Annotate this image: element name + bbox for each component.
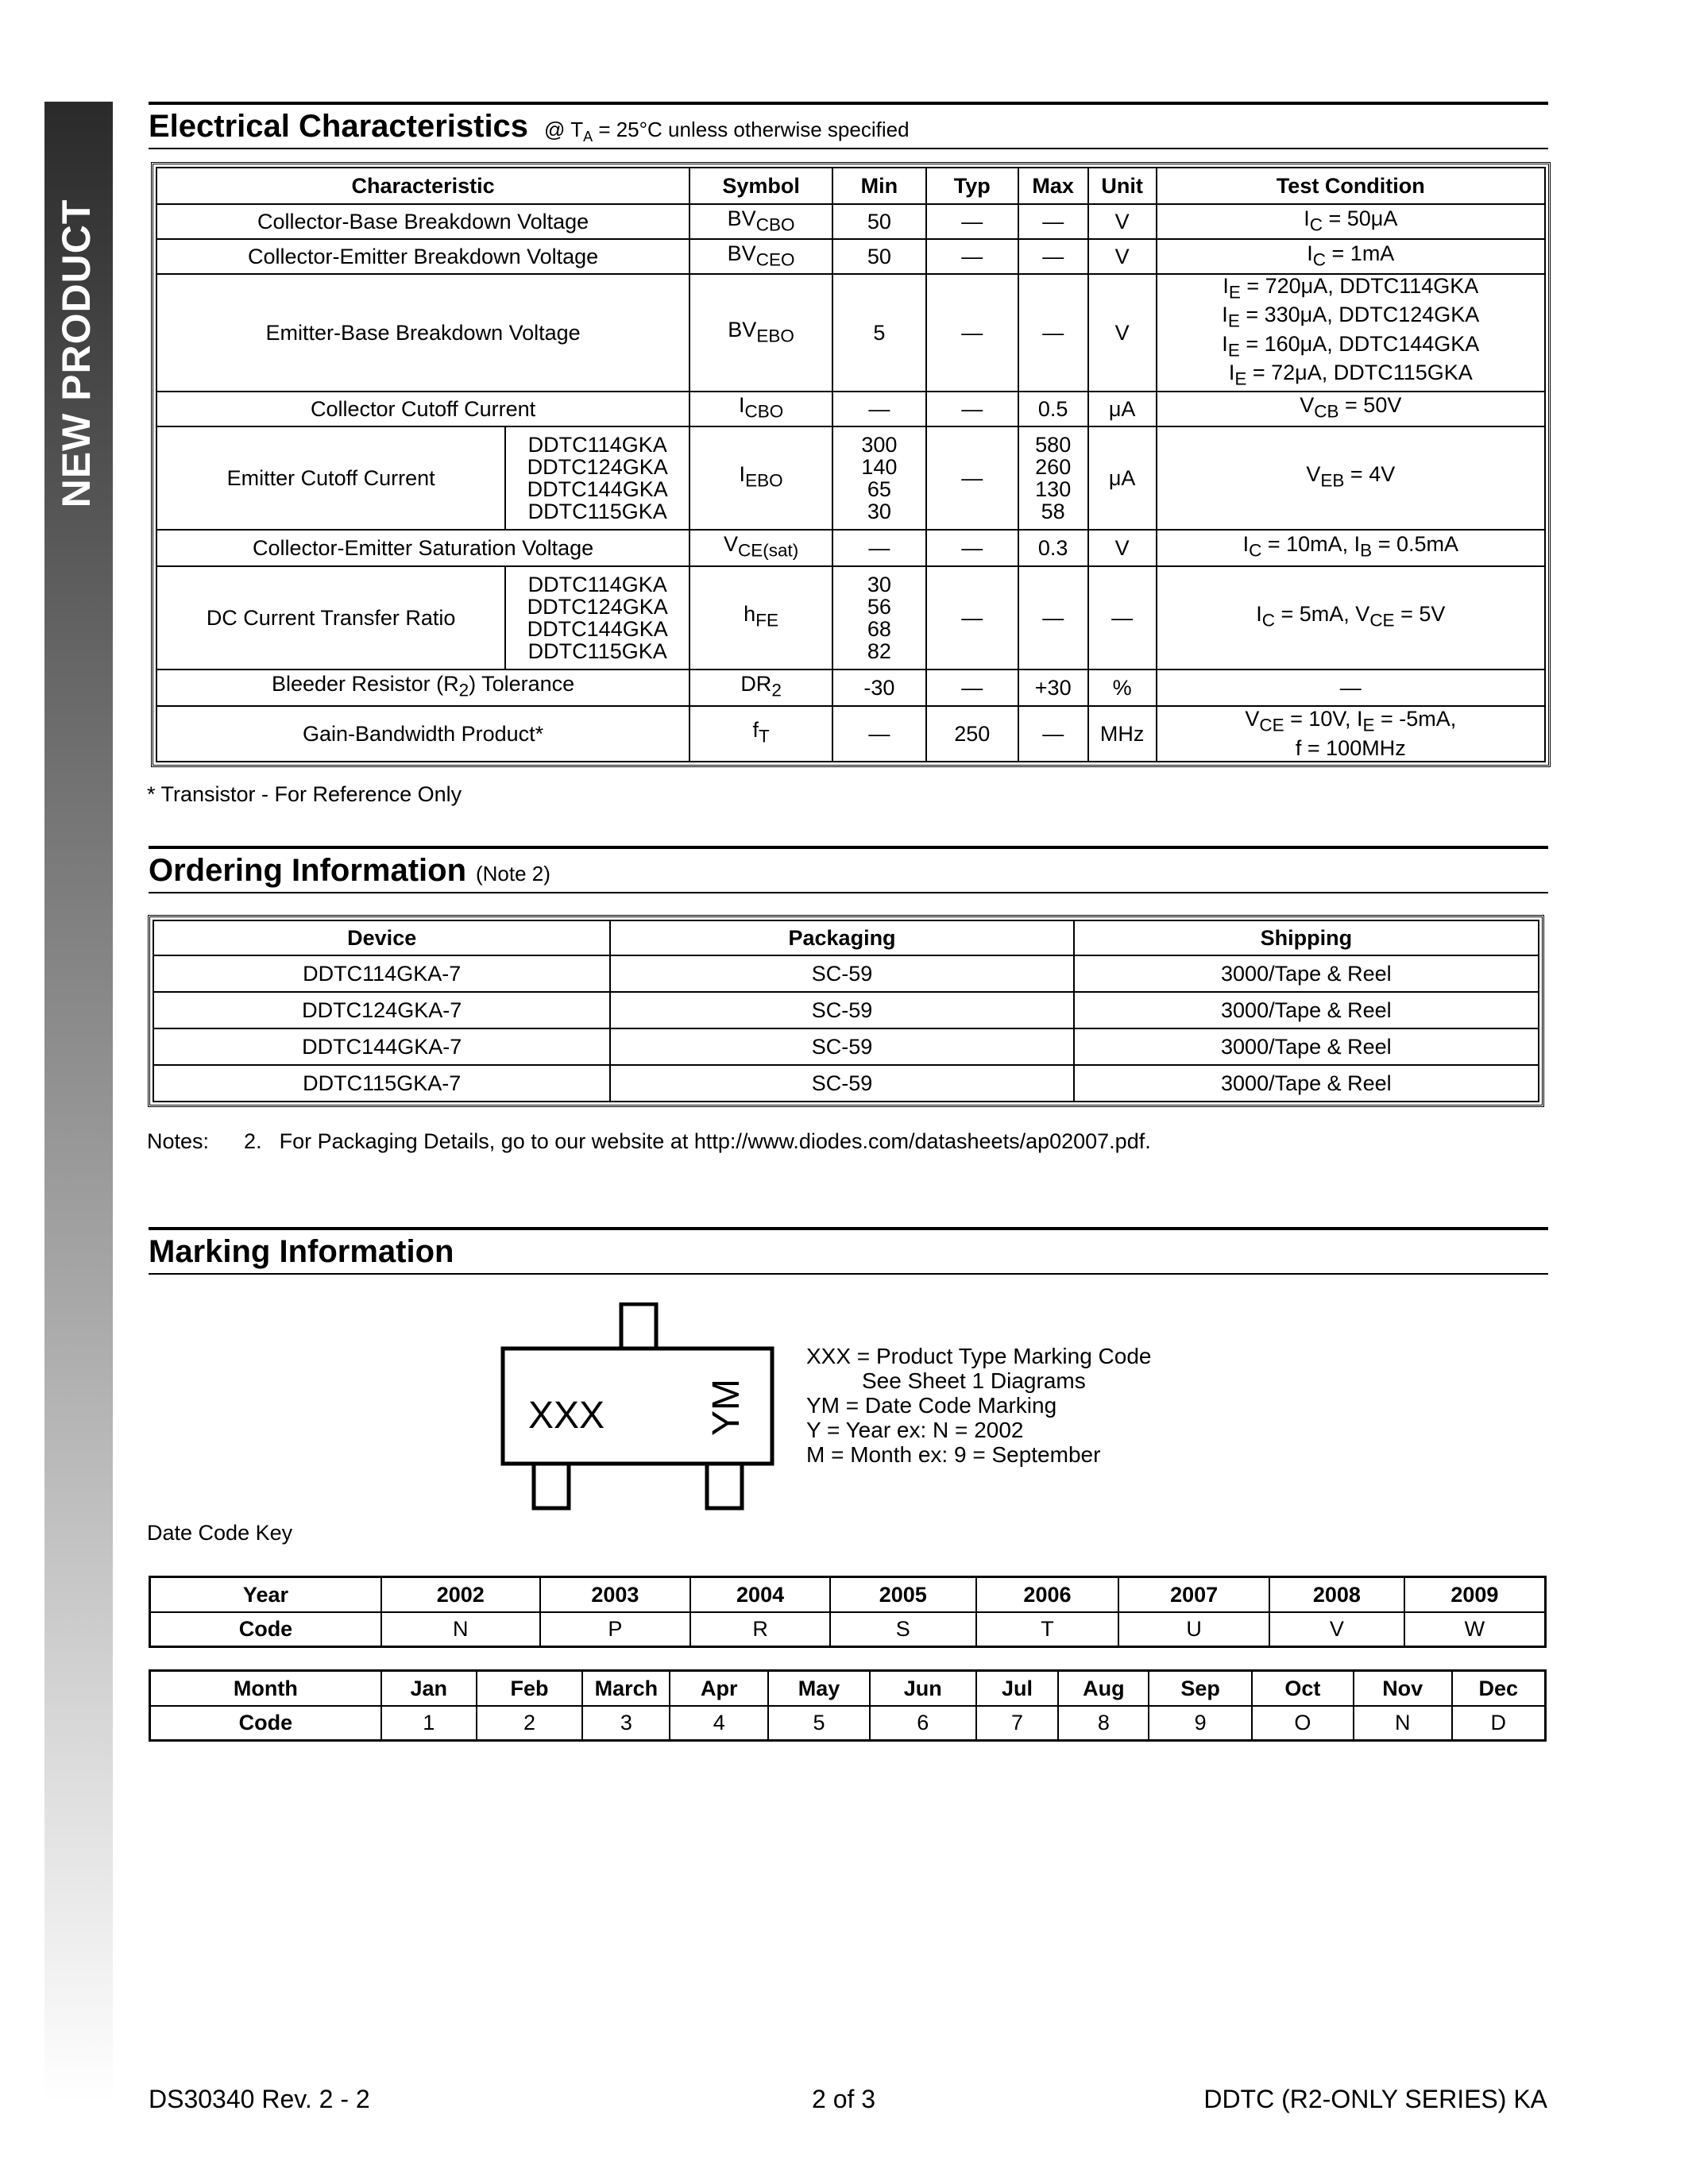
table-row: DDTC124GKA-7 SC-59 3000/Tape & Reel <box>153 992 1539 1028</box>
section-title: Marking Information <box>149 1234 454 1269</box>
table-row: Emitter Cutoff Current DDTC114GKA DDTC124GKA DDTC144GKA DDTC115GKA $I_{EBO}$ 300 140 65 30 — 580 260 130 58 μA $V_{EB} = 4V$ <box>156 426 1545 530</box>
date-code-key-label: Date Code Key <box>147 1521 293 1545</box>
col-test-condition: Test Condition <box>1157 168 1545 204</box>
month-code-table: Month Jan Feb March Apr May Jun Jul Aug Sep Oct Nov Dec Code 1 2 3 4 5 6 7 8 9 O N D <box>149 1669 1547 1742</box>
table-row: Collector Cutoff Current $I_{CBO}$ — — 0.5 μA $V_{CB} = 50V$ <box>156 392 1545 426</box>
electrical-table <box>156 167 1546 762</box>
table-row: DDTC144GKA-7 SC-59 3000/Tape & Reel <box>153 1028 1539 1065</box>
marking-header <box>149 1227 1548 1275</box>
new-product-label: NEW PRODUCT <box>54 199 98 508</box>
col-characteristic: Characteristic <box>156 168 689 204</box>
table-row: Collector-Base Breakdown Voltage $BV_{CBO}$ 50 — — V $I_C = 50\mu A$ <box>156 204 1545 239</box>
footer-doc-number: DS30340 Rev. 2 - 2 <box>149 2085 370 2113</box>
ordering-table <box>153 920 1539 1102</box>
package-code-text: XXX <box>528 1395 605 1437</box>
col-typ: Typ <box>926 168 1018 204</box>
section-title: Electrical Characteristics <box>149 109 529 144</box>
header-row <box>156 168 1545 204</box>
footer-series: DDTC (R2-ONLY SERIES) KA <box>1203 2085 1547 2113</box>
table-row: Collector-Emitter Breakdown Voltage $BV_{CEO}$ 50 — — V $I_C = 1mA$ <box>156 239 1545 274</box>
note-ref: (Note 2) <box>476 862 550 886</box>
electrical-header <box>149 102 1548 149</box>
col-max: Max <box>1018 168 1088 204</box>
ordering-header <box>149 846 1548 893</box>
package-date-text: YM <box>705 1379 747 1436</box>
ordering-notes: Notes: 2. For Packaging Details, go to our website at http://www.diodes.com/datasheets/ap02007.pdf. <box>147 1129 1151 1153</box>
col-min: Min <box>832 168 926 204</box>
section-condition: @ $T_A = 25^\circ C$ unless otherwise specified <box>544 118 910 145</box>
col-device: Device <box>153 920 610 955</box>
col-symbol: Symbol <box>689 168 832 204</box>
col-packaging: Packaging <box>610 920 1073 955</box>
table-row: DDTC115GKA-7 SC-59 3000/Tape & Reel <box>153 1065 1539 1102</box>
col-unit: Unit <box>1088 168 1157 204</box>
section-title: Ordering Information <box>149 853 466 888</box>
table-row: DDTC114GKA-7 SC-59 3000/Tape & Reel <box>153 955 1539 992</box>
year-code-table: Year 2002 2003 2004 2005 2006 2007 2008 2009 Code N P R S T U V W <box>149 1576 1547 1648</box>
package-top-lead <box>621 1304 656 1349</box>
table-row: Emitter-Base Breakdown Voltage $BV_{EBO}$ 5 — — V $I_E = 720\mu A$, DDTC114GKA $I_E = 330\mu A$, DDTC124GKA $I_E = 160\mu A$, DDTC144GKA $I_E = 72\mu A$, DDTC115GKA <box>156 274 1545 392</box>
package-right-lead <box>707 1464 742 1508</box>
table-row: DC Current Transfer Ratio DDTC114GKA DDTC124GKA DDTC144GKA DDTC115GKA $h_{FE}$ 30 56 68 82 — — — $I_C = 5mA$, $V_{CE} = 5V$ <box>156 566 1545 669</box>
table-row: Bleeder Resistor $(R_2)$ Tolerance $DR_2$ -30 — +30 % — <box>156 669 1545 706</box>
table-row: Collector-Emitter Saturation Voltage $V_{CE(sat)}$ — — 0.3 V $I_C = 10mA$, $I_B = 0.5mA$ <box>156 530 1545 566</box>
package-diagram <box>500 1302 778 1517</box>
package-left-lead <box>534 1464 569 1508</box>
footnote: * Transistor - For Reference Only <box>147 782 462 806</box>
table-row: Gain-Bandwidth Product* $f_T$ — 250 — MHz $V_{CE} = 10V$, $I_E = -5mA$, f = 100MHz <box>156 706 1545 762</box>
col-shipping: Shipping <box>1074 920 1539 955</box>
marking-legend: XXX = Product Type Marking Code See Sheet 1 Diagrams YM = Date Code Marking Y = Year ex: N = 2002 M = Month ex: 9 = September <box>806 1344 1152 1467</box>
footer-page-number: 2 of 3 <box>812 2085 876 2113</box>
